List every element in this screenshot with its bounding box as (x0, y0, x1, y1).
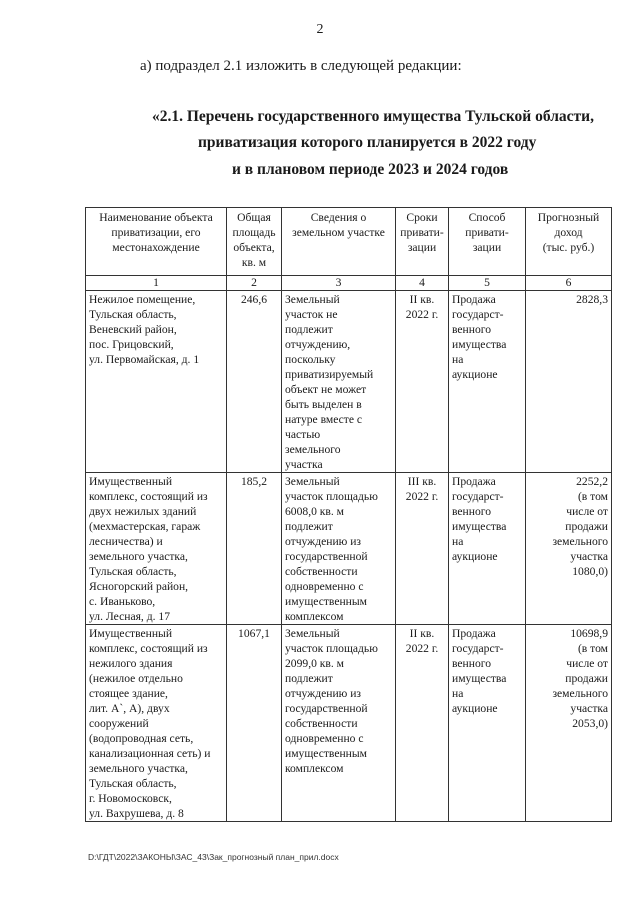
table-row (86, 473, 612, 625)
header-area: Общая площадь объекта, кв. м (227, 208, 282, 276)
cell-income: 2828,3 (526, 291, 612, 473)
table-row (86, 625, 612, 822)
column-number: 6 (526, 276, 612, 291)
header-object-name: Наименование объекта приватизации, его местонахождение (86, 208, 227, 276)
cell-land-info: Земельный участок не подлежит отчуждению, поскольку приватизируемый объект не может быть выделен в натуре вместе с частью земельного участка (282, 291, 396, 473)
cell-method: Продажа государст- венного имущества на аукционе (449, 473, 526, 625)
cell-term: III кв. 2022 г. (396, 473, 449, 625)
cell-term: II кв. 2022 г. (396, 291, 449, 473)
table-column-numbers-row (86, 276, 612, 291)
cell-income: 2252,2 (в том числе от продажи земельного участка 1080,0) (526, 473, 612, 625)
intro-text: а) подраздел 2.1 изложить в следующей редакции: (140, 58, 462, 74)
column-number: 5 (449, 276, 526, 291)
header-method: Способ привати- зации (449, 208, 526, 276)
header-income: Прогнозный доход (тыс. руб.) (526, 208, 612, 276)
header-term: Сроки привати- зации (396, 208, 449, 276)
column-number: 4 (396, 276, 449, 291)
cell-method: Продажа государст- венного имущества на аукционе (449, 625, 526, 822)
cell-area: 246,6 (227, 291, 282, 473)
cell-area: 1067,1 (227, 625, 282, 822)
heading-line-2: приватизация которого планируется в 2022 году (198, 134, 537, 151)
cell-area: 185,2 (227, 473, 282, 625)
column-number: 3 (282, 276, 396, 291)
heading-line-3: и в плановом периоде 2023 и 2024 годов (232, 161, 509, 178)
cell-object-name: Имущественный комплекс, состоящий из нежилого здания (нежилое отдельно стоящее здание, лит. А`, А), двух сооружений (водопроводная сеть, канализационная сеть) и земельного участка, Тульская область, г. Новомосковск, ул. Вахрушева, д. 8 (86, 625, 227, 822)
file-path-footer: D:\ГДТ\2022\ЗАКОНЫ\ЗАС_43\Зак_прогнозный план_прил.docx (88, 852, 339, 862)
cell-object-name: Имущественный комплекс, состоящий из двух нежилых зданий (мехмастерская, гараж лесничества) и земельного участка, Тульская область, Ясногорский район, с. Иваньково, ул. Лесная, д. 17 (86, 473, 227, 625)
property-table (85, 207, 612, 822)
cell-land-info: Земельный участок площадью 6008,0 кв. м подлежит отчуждению из государственной собственности одновременно с имущественным комплексом (282, 473, 396, 625)
table-row (86, 291, 612, 473)
heading-line-1: «2.1. Перечень государственного имущества Тульской области, (152, 108, 594, 125)
column-number: 1 (86, 276, 227, 291)
cell-method: Продажа государст- венного имущества на аукционе (449, 291, 526, 473)
column-number: 2 (227, 276, 282, 291)
cell-term: II кв. 2022 г. (396, 625, 449, 822)
header-land-info: Сведения о земельном участке (282, 208, 396, 276)
page-number: 2 (316, 22, 324, 37)
cell-land-info: Земельный участок площадью 2099,0 кв. м подлежит отчуждению из государственной собственности одновременно с имущественным комплексом (282, 625, 396, 822)
cell-income: 10698,9 (в том числе от продажи земельного участка 2053,0) (526, 625, 612, 822)
cell-object-name: Нежилое помещение, Тульская область, Веневский район, пос. Грицовский, ул. Первомайская, д. 1 (86, 291, 227, 473)
table-header-row (86, 208, 612, 276)
